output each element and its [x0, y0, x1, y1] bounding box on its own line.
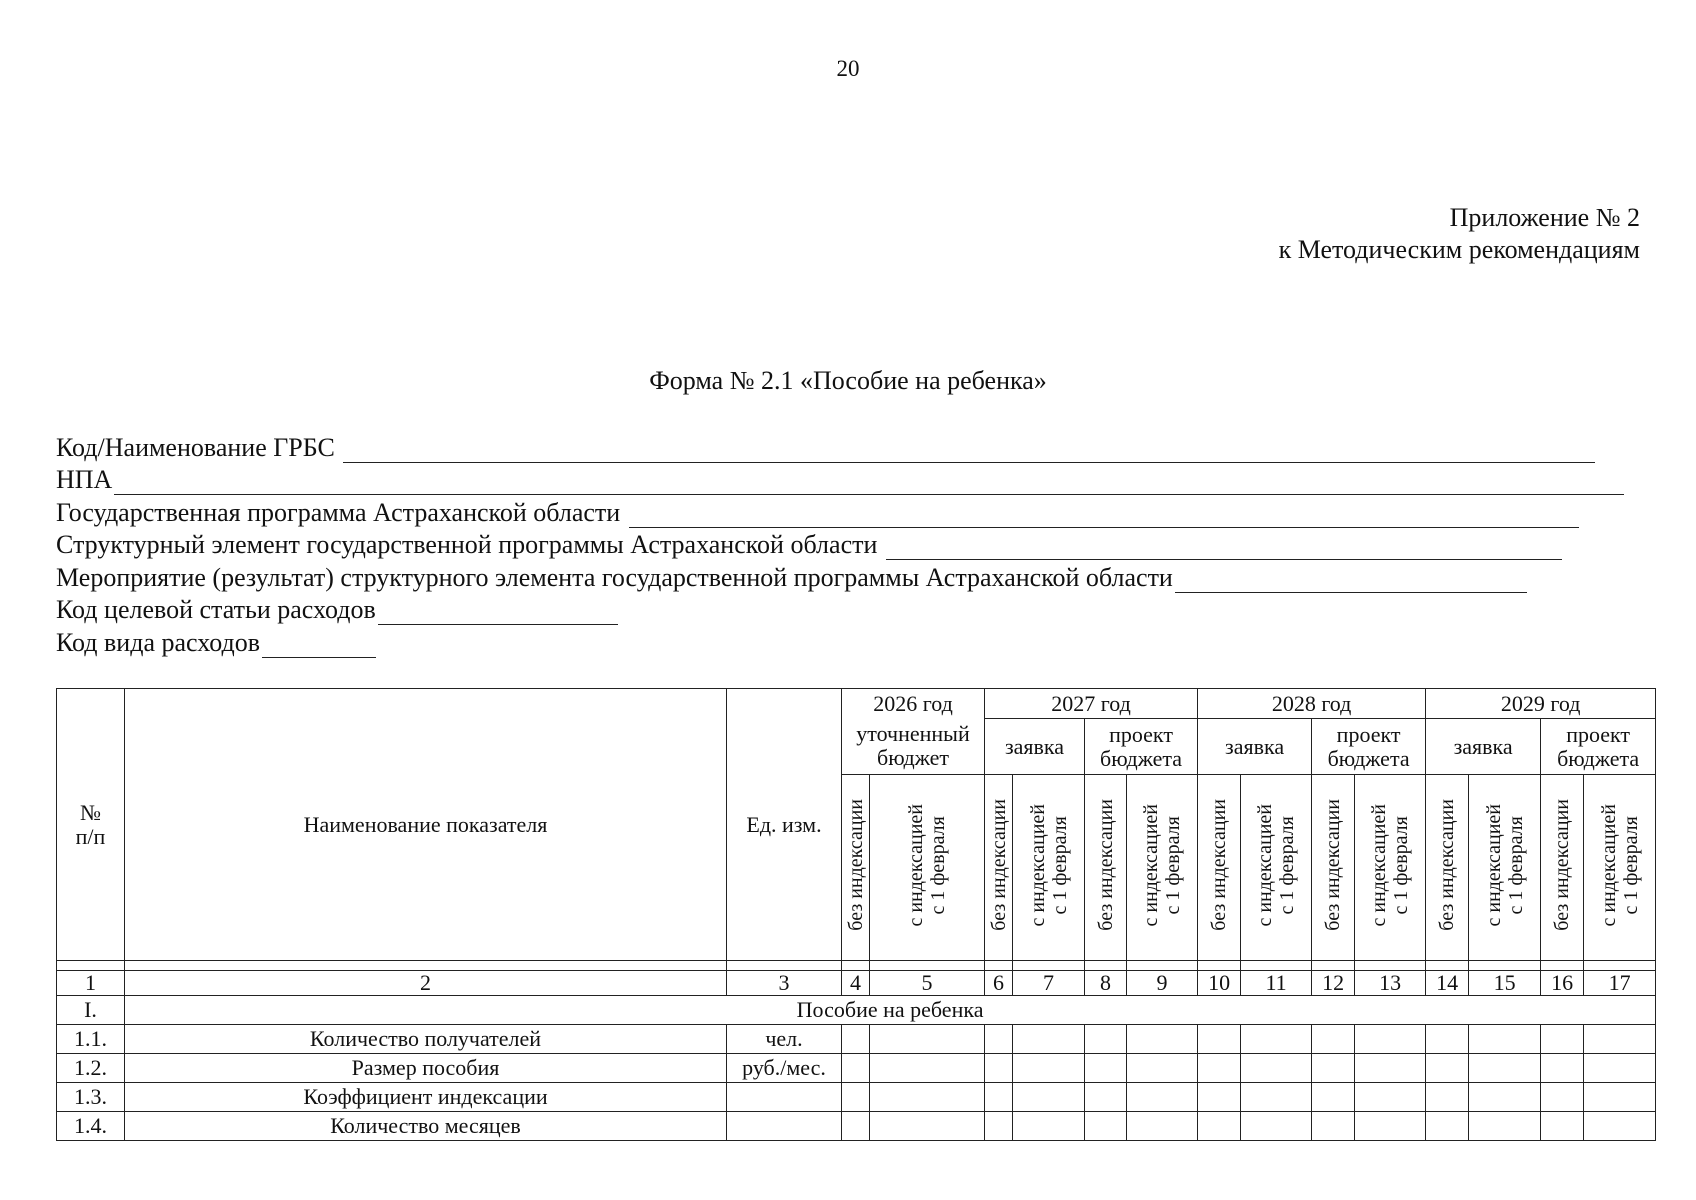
value-cell[interactable]	[1241, 1083, 1312, 1112]
value-cell[interactable]	[1355, 1083, 1426, 1112]
row-unit	[727, 1083, 842, 1112]
column-number: 14	[1426, 971, 1469, 996]
value-cell[interactable]	[870, 1112, 985, 1141]
table-row	[57, 1083, 1656, 1112]
header-year-2027: 2027 год	[985, 689, 1198, 719]
header-2028-project: проект бюджета	[1312, 719, 1426, 775]
header-col-13	[1355, 775, 1426, 961]
field-fill-line[interactable]	[1175, 568, 1527, 593]
row-indicator-name: Коэффициент индексации	[125, 1083, 727, 1112]
header-indicator-name: Наименование показателя	[125, 689, 727, 961]
header-without-indexation: без индексации	[987, 799, 1010, 931]
value-cell[interactable]	[1355, 1112, 1426, 1141]
field-state-program	[56, 495, 1646, 528]
value-cell[interactable]	[1241, 1025, 1312, 1054]
value-cell[interactable]	[1469, 1083, 1541, 1112]
value-cell[interactable]	[1312, 1025, 1355, 1054]
value-cell[interactable]	[842, 1025, 870, 1054]
column-number: 10	[1198, 971, 1241, 996]
value-cell[interactable]	[1426, 1025, 1469, 1054]
value-cell[interactable]	[1584, 1083, 1656, 1112]
row-number: 1.1.	[57, 1025, 125, 1054]
value-cell[interactable]	[985, 1054, 1013, 1083]
header-with-indexation: с индексацией с 1 февраля	[1254, 803, 1299, 927]
value-cell[interactable]	[1355, 1025, 1426, 1054]
value-cell[interactable]	[1198, 1025, 1241, 1054]
header-without-indexation: без индексации	[1322, 799, 1345, 931]
value-cell[interactable]	[985, 1112, 1013, 1141]
table-row	[57, 1054, 1656, 1083]
value-cell[interactable]	[870, 1054, 985, 1083]
column-number: 7	[1013, 971, 1085, 996]
header-col-17	[1584, 775, 1656, 961]
field-label: Код целевой статьи расходов	[56, 595, 376, 624]
value-cell[interactable]	[1198, 1083, 1241, 1112]
row-unit	[727, 1112, 842, 1141]
value-cell[interactable]	[1013, 1083, 1085, 1112]
appendix-line-1: Приложение № 2	[1449, 203, 1640, 232]
value-cell[interactable]	[1426, 1054, 1469, 1083]
appendix-line-2: к Методическим рекомендациям	[1278, 235, 1640, 264]
field-expense-type	[56, 625, 1646, 658]
value-cell[interactable]	[1469, 1054, 1541, 1083]
row-indicator-name: Количество получателей	[125, 1025, 727, 1054]
field-fill-line[interactable]	[262, 633, 376, 658]
value-cell[interactable]	[1312, 1083, 1355, 1112]
value-cell[interactable]	[1469, 1112, 1541, 1141]
header-col-10	[1198, 775, 1241, 961]
value-cell[interactable]	[842, 1054, 870, 1083]
row-number: I.	[57, 996, 125, 1025]
header-col-7	[1013, 775, 1085, 961]
field-structural-element	[56, 528, 1646, 561]
value-cell[interactable]	[870, 1025, 985, 1054]
value-cell[interactable]	[1127, 1112, 1198, 1141]
indicators-table	[56, 688, 1655, 1141]
field-fill-line[interactable]	[629, 503, 1579, 528]
row-unit: чел.	[727, 1025, 842, 1054]
field-fill-line[interactable]	[343, 438, 1595, 463]
value-cell[interactable]	[1584, 1054, 1656, 1083]
header-with-indexation: с индексацией с 1 февраля	[1368, 803, 1413, 927]
table-row	[57, 1112, 1656, 1141]
value-cell[interactable]	[1241, 1054, 1312, 1083]
value-cell[interactable]	[985, 1025, 1013, 1054]
header-col-4	[842, 775, 870, 961]
value-cell[interactable]	[1085, 1054, 1127, 1083]
value-cell[interactable]	[1127, 1025, 1198, 1054]
header-2027-request: заявка	[985, 719, 1085, 775]
header-with-indexation: с индексацией с 1 февраля	[1140, 803, 1185, 927]
table-row	[57, 1025, 1656, 1054]
row-number: 1.3.	[57, 1083, 125, 1112]
header-col-16	[1541, 775, 1584, 961]
header-col-11	[1241, 775, 1312, 961]
table-spacer	[57, 961, 1656, 971]
value-cell[interactable]	[1584, 1112, 1656, 1141]
header-with-indexation: с индексацией с 1 февраля	[1026, 803, 1071, 927]
form-fields	[56, 430, 1646, 658]
value-cell[interactable]	[842, 1112, 870, 1141]
field-fill-line[interactable]	[114, 470, 1624, 495]
value-cell[interactable]	[1584, 1025, 1656, 1054]
header-2029-request: заявка	[1426, 719, 1541, 775]
column-number: 16	[1541, 971, 1584, 996]
header-col-5	[870, 775, 985, 961]
value-cell[interactable]	[842, 1083, 870, 1112]
header-without-indexation: без индексации	[1551, 799, 1574, 931]
header-col-9	[1127, 775, 1198, 961]
header-without-indexation: без индексации	[1208, 799, 1231, 931]
row-number: 1.4.	[57, 1112, 125, 1141]
header-without-indexation: без индексации	[844, 799, 867, 931]
field-measure	[56, 560, 1646, 593]
value-cell[interactable]	[1127, 1054, 1198, 1083]
value-cell[interactable]	[1355, 1054, 1426, 1083]
row-indicator-name: Количество месяцев	[125, 1112, 727, 1141]
value-cell[interactable]	[1013, 1054, 1085, 1083]
value-cell[interactable]	[1312, 1112, 1355, 1141]
value-cell[interactable]	[1013, 1112, 1085, 1141]
header-year-2026: 2026 год	[842, 689, 985, 719]
field-fill-line[interactable]	[886, 535, 1562, 560]
column-number: 1	[57, 971, 125, 996]
column-number: 9	[1127, 971, 1198, 996]
field-label: Государственная программа Астраханской области	[56, 497, 627, 527]
header-unit: Ед. изм.	[727, 689, 842, 961]
field-npa	[56, 463, 1646, 496]
header-year-2029: 2029 год	[1426, 689, 1656, 719]
row-section-title: Пособие на ребенка	[125, 996, 1656, 1025]
header-2026-refined-budget: уточненный бюджет	[842, 719, 985, 775]
column-number: 3	[727, 971, 842, 996]
header-2028-request: заявка	[1198, 719, 1312, 775]
header-col-12	[1312, 775, 1355, 961]
field-grbs	[56, 430, 1646, 463]
row-unit: руб./мес.	[727, 1054, 842, 1083]
header-with-indexation: с индексацией с 1 февраля	[1597, 803, 1642, 927]
row-number: 1.2.	[57, 1054, 125, 1083]
column-number: 13	[1355, 971, 1426, 996]
column-number: 17	[1584, 971, 1656, 996]
column-number: 11	[1241, 971, 1312, 996]
value-cell[interactable]	[1469, 1025, 1541, 1054]
page-number: 20	[836, 56, 860, 81]
form-title: Форма № 2.1 «Пособие на ребенка»	[649, 366, 1047, 395]
column-number: 2	[125, 971, 727, 996]
header-2027-project: проект бюджета	[1085, 719, 1198, 775]
value-cell[interactable]	[1541, 1025, 1584, 1054]
value-cell[interactable]	[1541, 1054, 1584, 1083]
value-cell[interactable]	[1085, 1025, 1127, 1054]
value-cell[interactable]	[1085, 1083, 1127, 1112]
value-cell[interactable]	[870, 1083, 985, 1112]
header-with-indexation: с индексацией с 1 февраля	[905, 803, 949, 927]
header-col-8	[1085, 775, 1127, 961]
column-number: 12	[1312, 971, 1355, 996]
column-number: 15	[1469, 971, 1541, 996]
field-fill-line[interactable]	[378, 600, 618, 625]
header-year-2028: 2028 год	[1198, 689, 1426, 719]
header-2029-project: проект бюджета	[1541, 719, 1656, 775]
value-cell[interactable]	[1013, 1025, 1085, 1054]
value-cell[interactable]	[985, 1083, 1013, 1112]
value-cell[interactable]	[1198, 1112, 1241, 1141]
header-num: № п/п	[57, 689, 125, 961]
column-number: 6	[985, 971, 1013, 996]
row-indicator-name: Размер пособия	[125, 1054, 727, 1083]
column-number-row	[57, 971, 1656, 996]
value-cell[interactable]	[1541, 1112, 1584, 1141]
header-with-indexation: с индексацией с 1 февраля	[1482, 803, 1527, 927]
value-cell[interactable]	[1426, 1083, 1469, 1112]
field-label: Код/Наименование ГРБС	[56, 432, 342, 462]
header-col-15	[1469, 775, 1541, 961]
column-number: 8	[1085, 971, 1127, 996]
field-label: Структурный элемент государственной программы Астраханской области	[56, 530, 884, 559]
value-cell[interactable]	[1085, 1112, 1127, 1141]
value-cell[interactable]	[1241, 1112, 1312, 1141]
value-cell[interactable]	[1541, 1083, 1584, 1112]
value-cell[interactable]	[1127, 1083, 1198, 1112]
appendix-header	[1279, 202, 1640, 266]
column-number: 4	[842, 971, 870, 996]
value-cell[interactable]	[1198, 1054, 1241, 1083]
header-col-6	[985, 775, 1013, 961]
column-number: 5	[870, 971, 985, 996]
field-target-article	[56, 593, 1646, 626]
header-without-indexation: без индексации	[1094, 799, 1117, 931]
field-label: Код вида расходов	[56, 627, 260, 657]
value-cell[interactable]	[1426, 1112, 1469, 1141]
table-row-section	[57, 996, 1656, 1025]
header-without-indexation: без индексации	[1436, 799, 1459, 931]
value-cell[interactable]	[1312, 1054, 1355, 1083]
field-label: НПА	[56, 465, 113, 494]
header-col-14	[1426, 775, 1469, 961]
field-label: Мероприятие (результат) структурного элемента государственной программы Астраханской области	[56, 562, 1173, 592]
